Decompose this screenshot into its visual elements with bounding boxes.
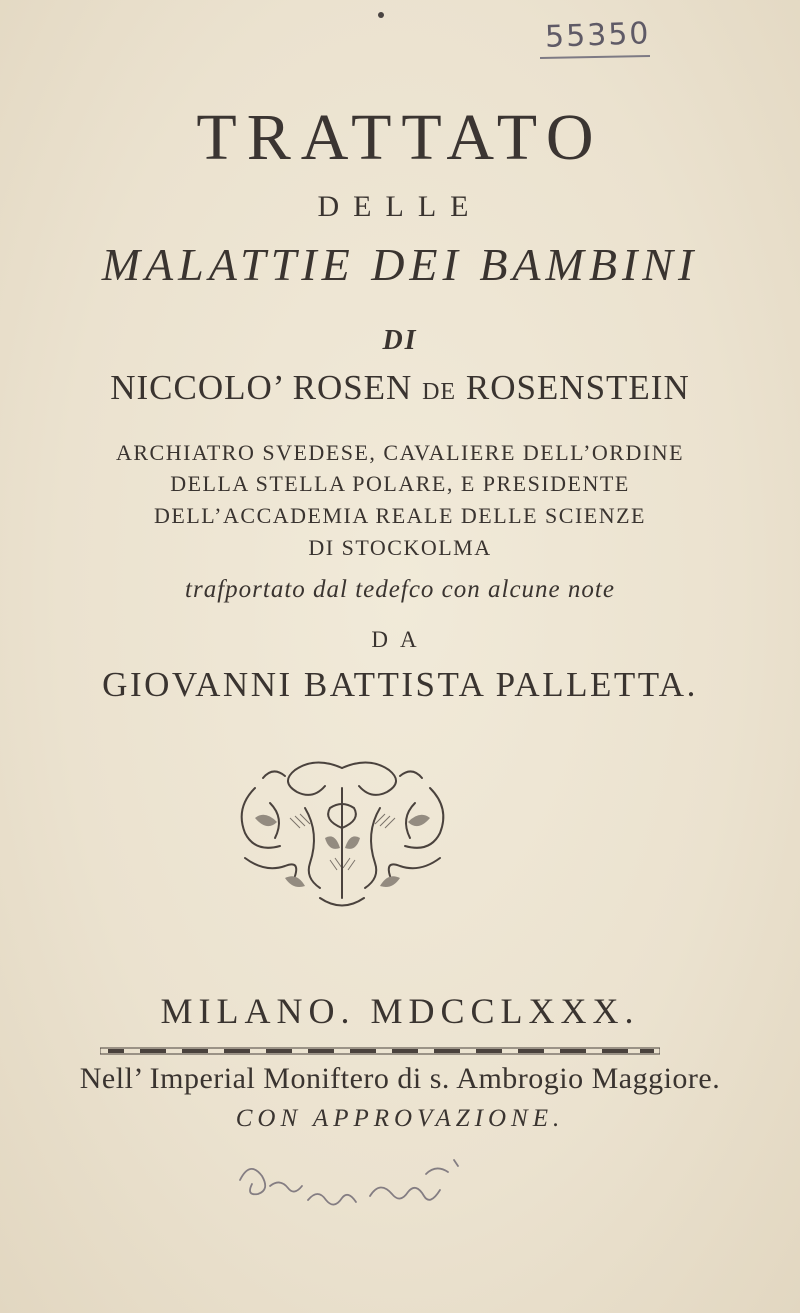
- book-title: TRATTATO: [196, 101, 604, 174]
- translation-note: trafportato dal tedefco con alcune note: [185, 576, 615, 603]
- book-subject: MALATTIE DEI BAMBINI: [101, 239, 699, 290]
- title-connector: DELLE: [317, 190, 483, 223]
- ornamental-rule: [100, 1044, 660, 1058]
- shelfmark: 55350: [543, 16, 651, 55]
- author-qualification-line: ARCHIATRO SVEDESE, CAVALIERE DELL’ORDINE: [115, 440, 685, 465]
- author-name-end: ROSENSTEIN: [465, 368, 690, 407]
- by-word: DI: [382, 325, 418, 356]
- author-name-main: NICCOLO’ ROSEN: [110, 368, 413, 407]
- imprint-press: Nell’ Imperial Moniftero di s. Ambrogio Maggiore.: [79, 1062, 721, 1095]
- author-particle: DE: [422, 379, 457, 405]
- author-name: [0, 368, 800, 408]
- ink-dot: [378, 12, 384, 18]
- author-qualification-line: DELLA STELLA POLARE, E PRESIDENTE: [170, 471, 630, 496]
- floral-ornament-icon: [225, 748, 460, 913]
- author-qualification-line: DI STOCKOLMA: [308, 535, 492, 560]
- imprint-city-year: MILANO. MDCCLXXX.: [160, 991, 640, 1031]
- handwritten-signature-icon: [230, 1150, 470, 1230]
- translator-name: GIOVANNI BATTISTA PALLETTA.: [102, 665, 698, 704]
- imprint-approval: CON APPROVAZIONE.: [235, 1105, 565, 1132]
- author-qualification-line: DELL’ACCADEMIA REALE DELLE SCIENZE: [154, 503, 646, 528]
- shelfmark-underline: [540, 55, 650, 59]
- da-word: DA: [371, 627, 429, 652]
